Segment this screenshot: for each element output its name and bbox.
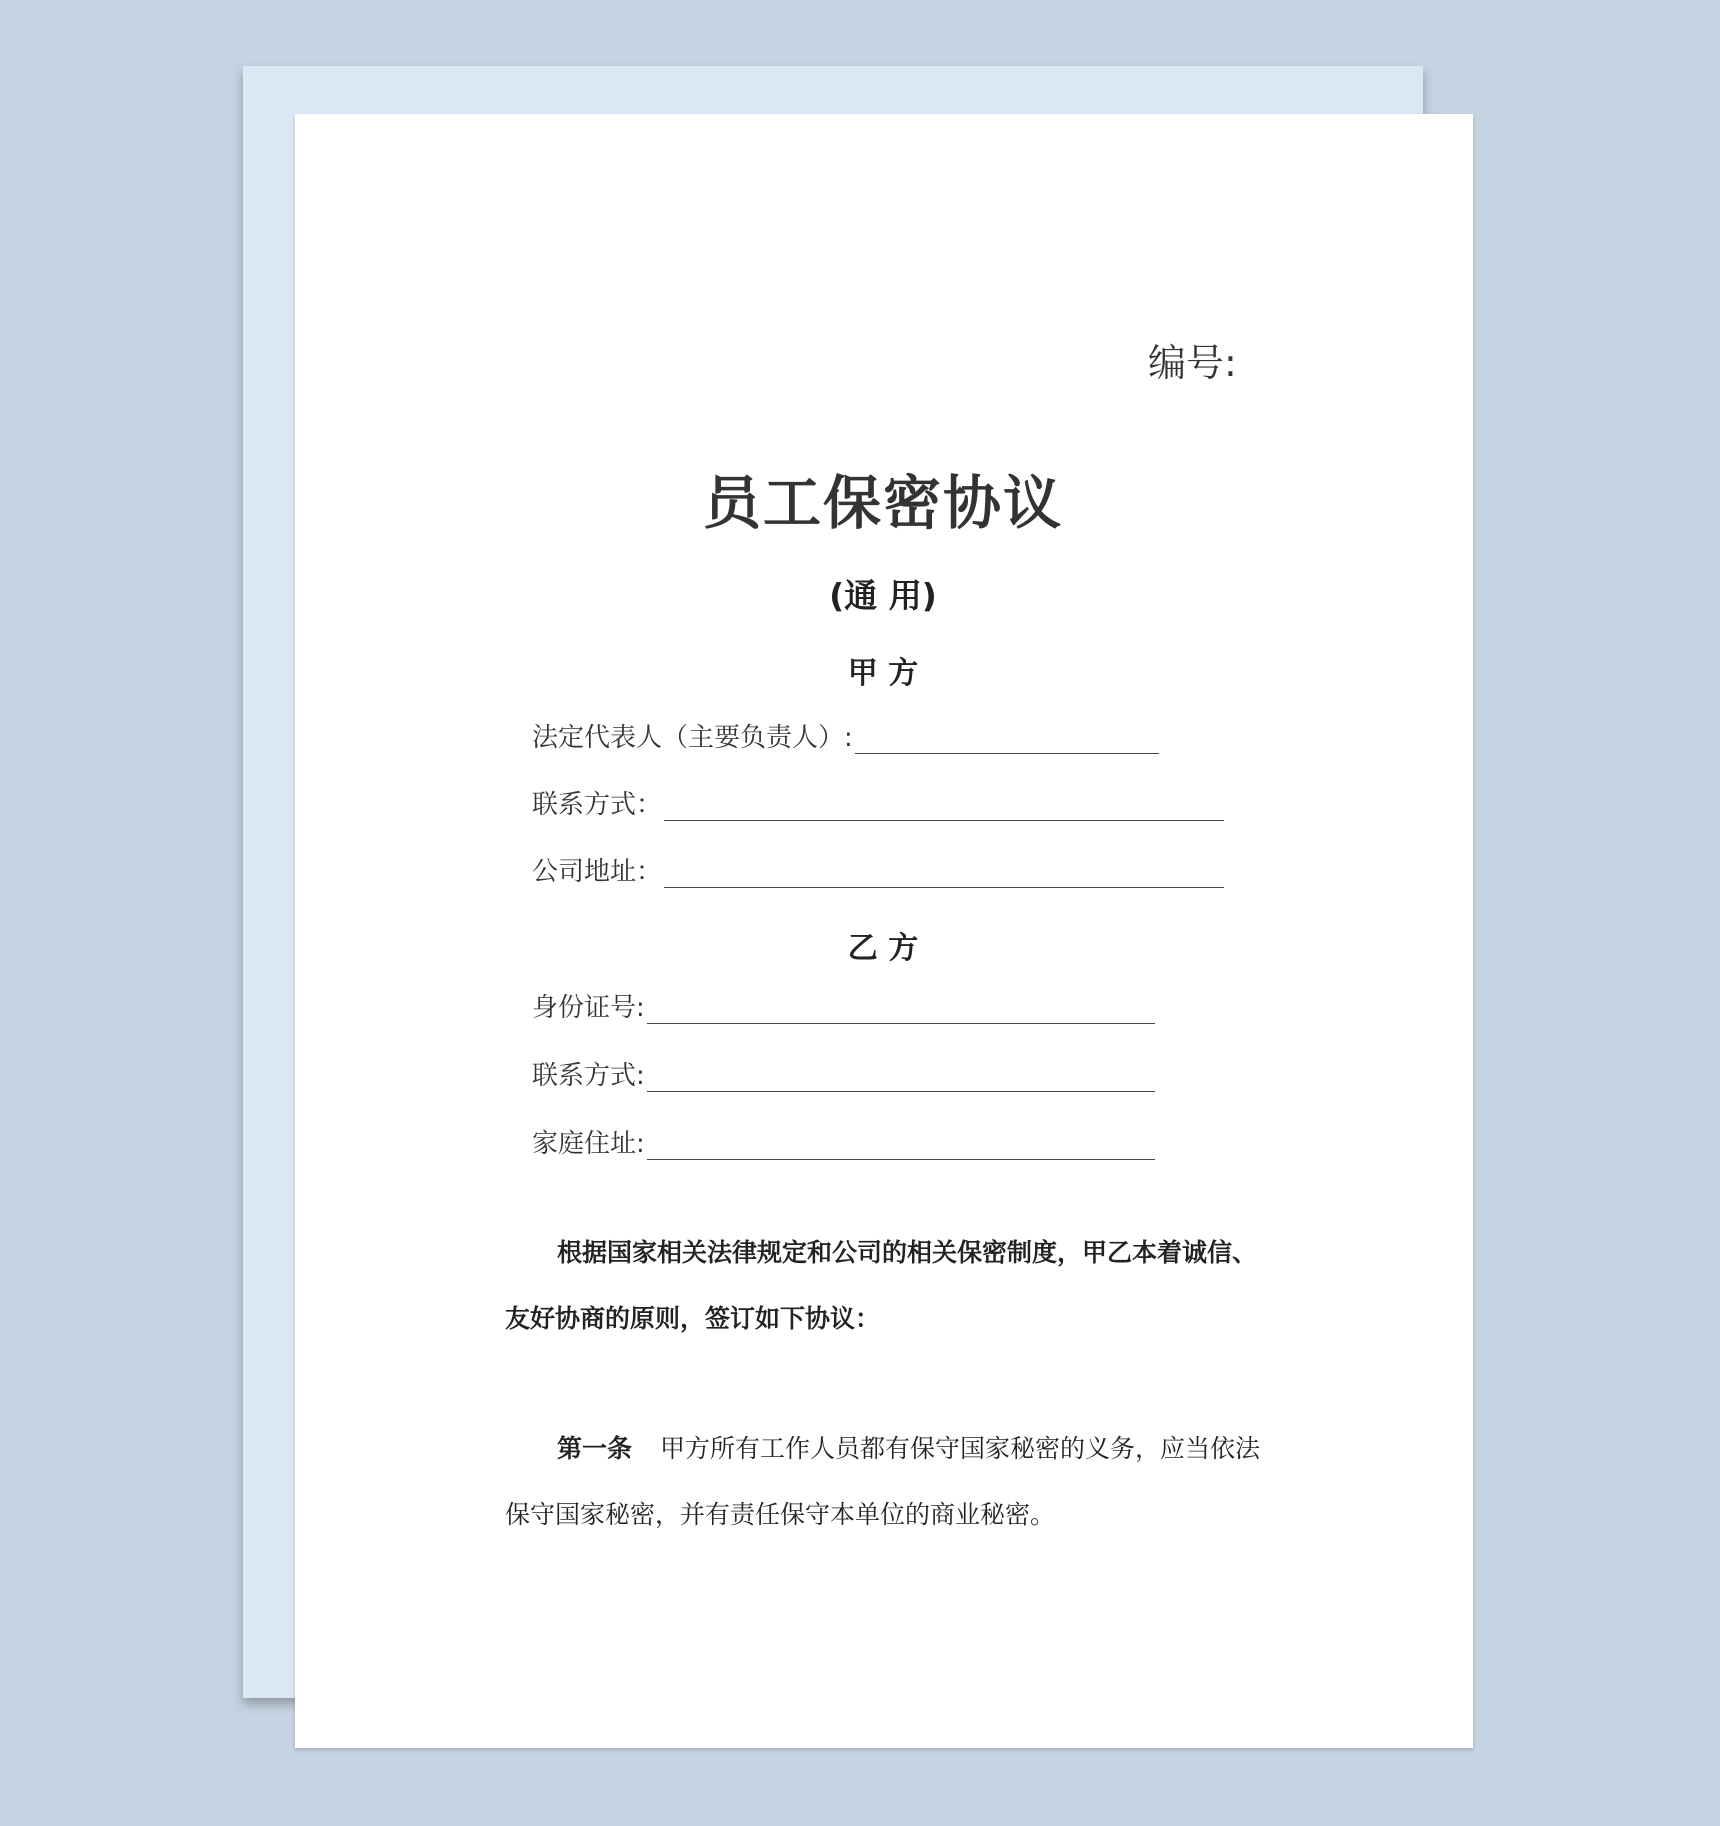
- clause-1-label: 第一条: [557, 1434, 633, 1463]
- document-number-label: 编号:: [1148, 341, 1237, 385]
- blank-line: [664, 792, 1224, 821]
- party-a-contact-field: [532, 785, 1224, 821]
- field-label: 法定代表人（主要负责人）:: [532, 723, 853, 753]
- party-b-contact-field: [532, 1056, 1155, 1092]
- field-label: 公司地址：: [532, 857, 663, 887]
- blank-line: [647, 1131, 1155, 1160]
- preamble-text: 根据国家相关法律规定和公司的相关保密制度，甲乙本着诚信、友好协商的原则，签订如下协议：: [505, 1238, 1258, 1333]
- party-a-heading: 甲 方: [847, 656, 919, 691]
- field-label: 身份证号:: [532, 993, 645, 1023]
- document-subtitle: (通 用): [829, 576, 937, 615]
- blank-line: [647, 995, 1155, 1024]
- party-a-legal-representative-field: [532, 718, 1159, 754]
- party-a-address-field: [532, 852, 1224, 888]
- party-b-id-number-field: [532, 988, 1155, 1024]
- clause-1: [505, 1416, 1265, 1548]
- field-label: 联系方式:: [532, 1061, 645, 1091]
- party-b-address-field: [532, 1124, 1155, 1160]
- field-label: 联系方式：: [532, 790, 663, 820]
- blank-line: [647, 1063, 1155, 1092]
- blank-line: [855, 725, 1159, 754]
- agreement-preamble: [505, 1220, 1265, 1352]
- blank-line: [664, 859, 1224, 888]
- document-title: 员工保密协议: [702, 469, 1063, 537]
- clause-1-text: 甲方所有工作人员都有保守国家秘密的义务，应当依法保守国家秘密，并有责任保守本单位的商业秘密。: [505, 1434, 1261, 1529]
- party-b-heading: 乙 方: [847, 931, 919, 966]
- field-label: 家庭住址:: [532, 1129, 645, 1159]
